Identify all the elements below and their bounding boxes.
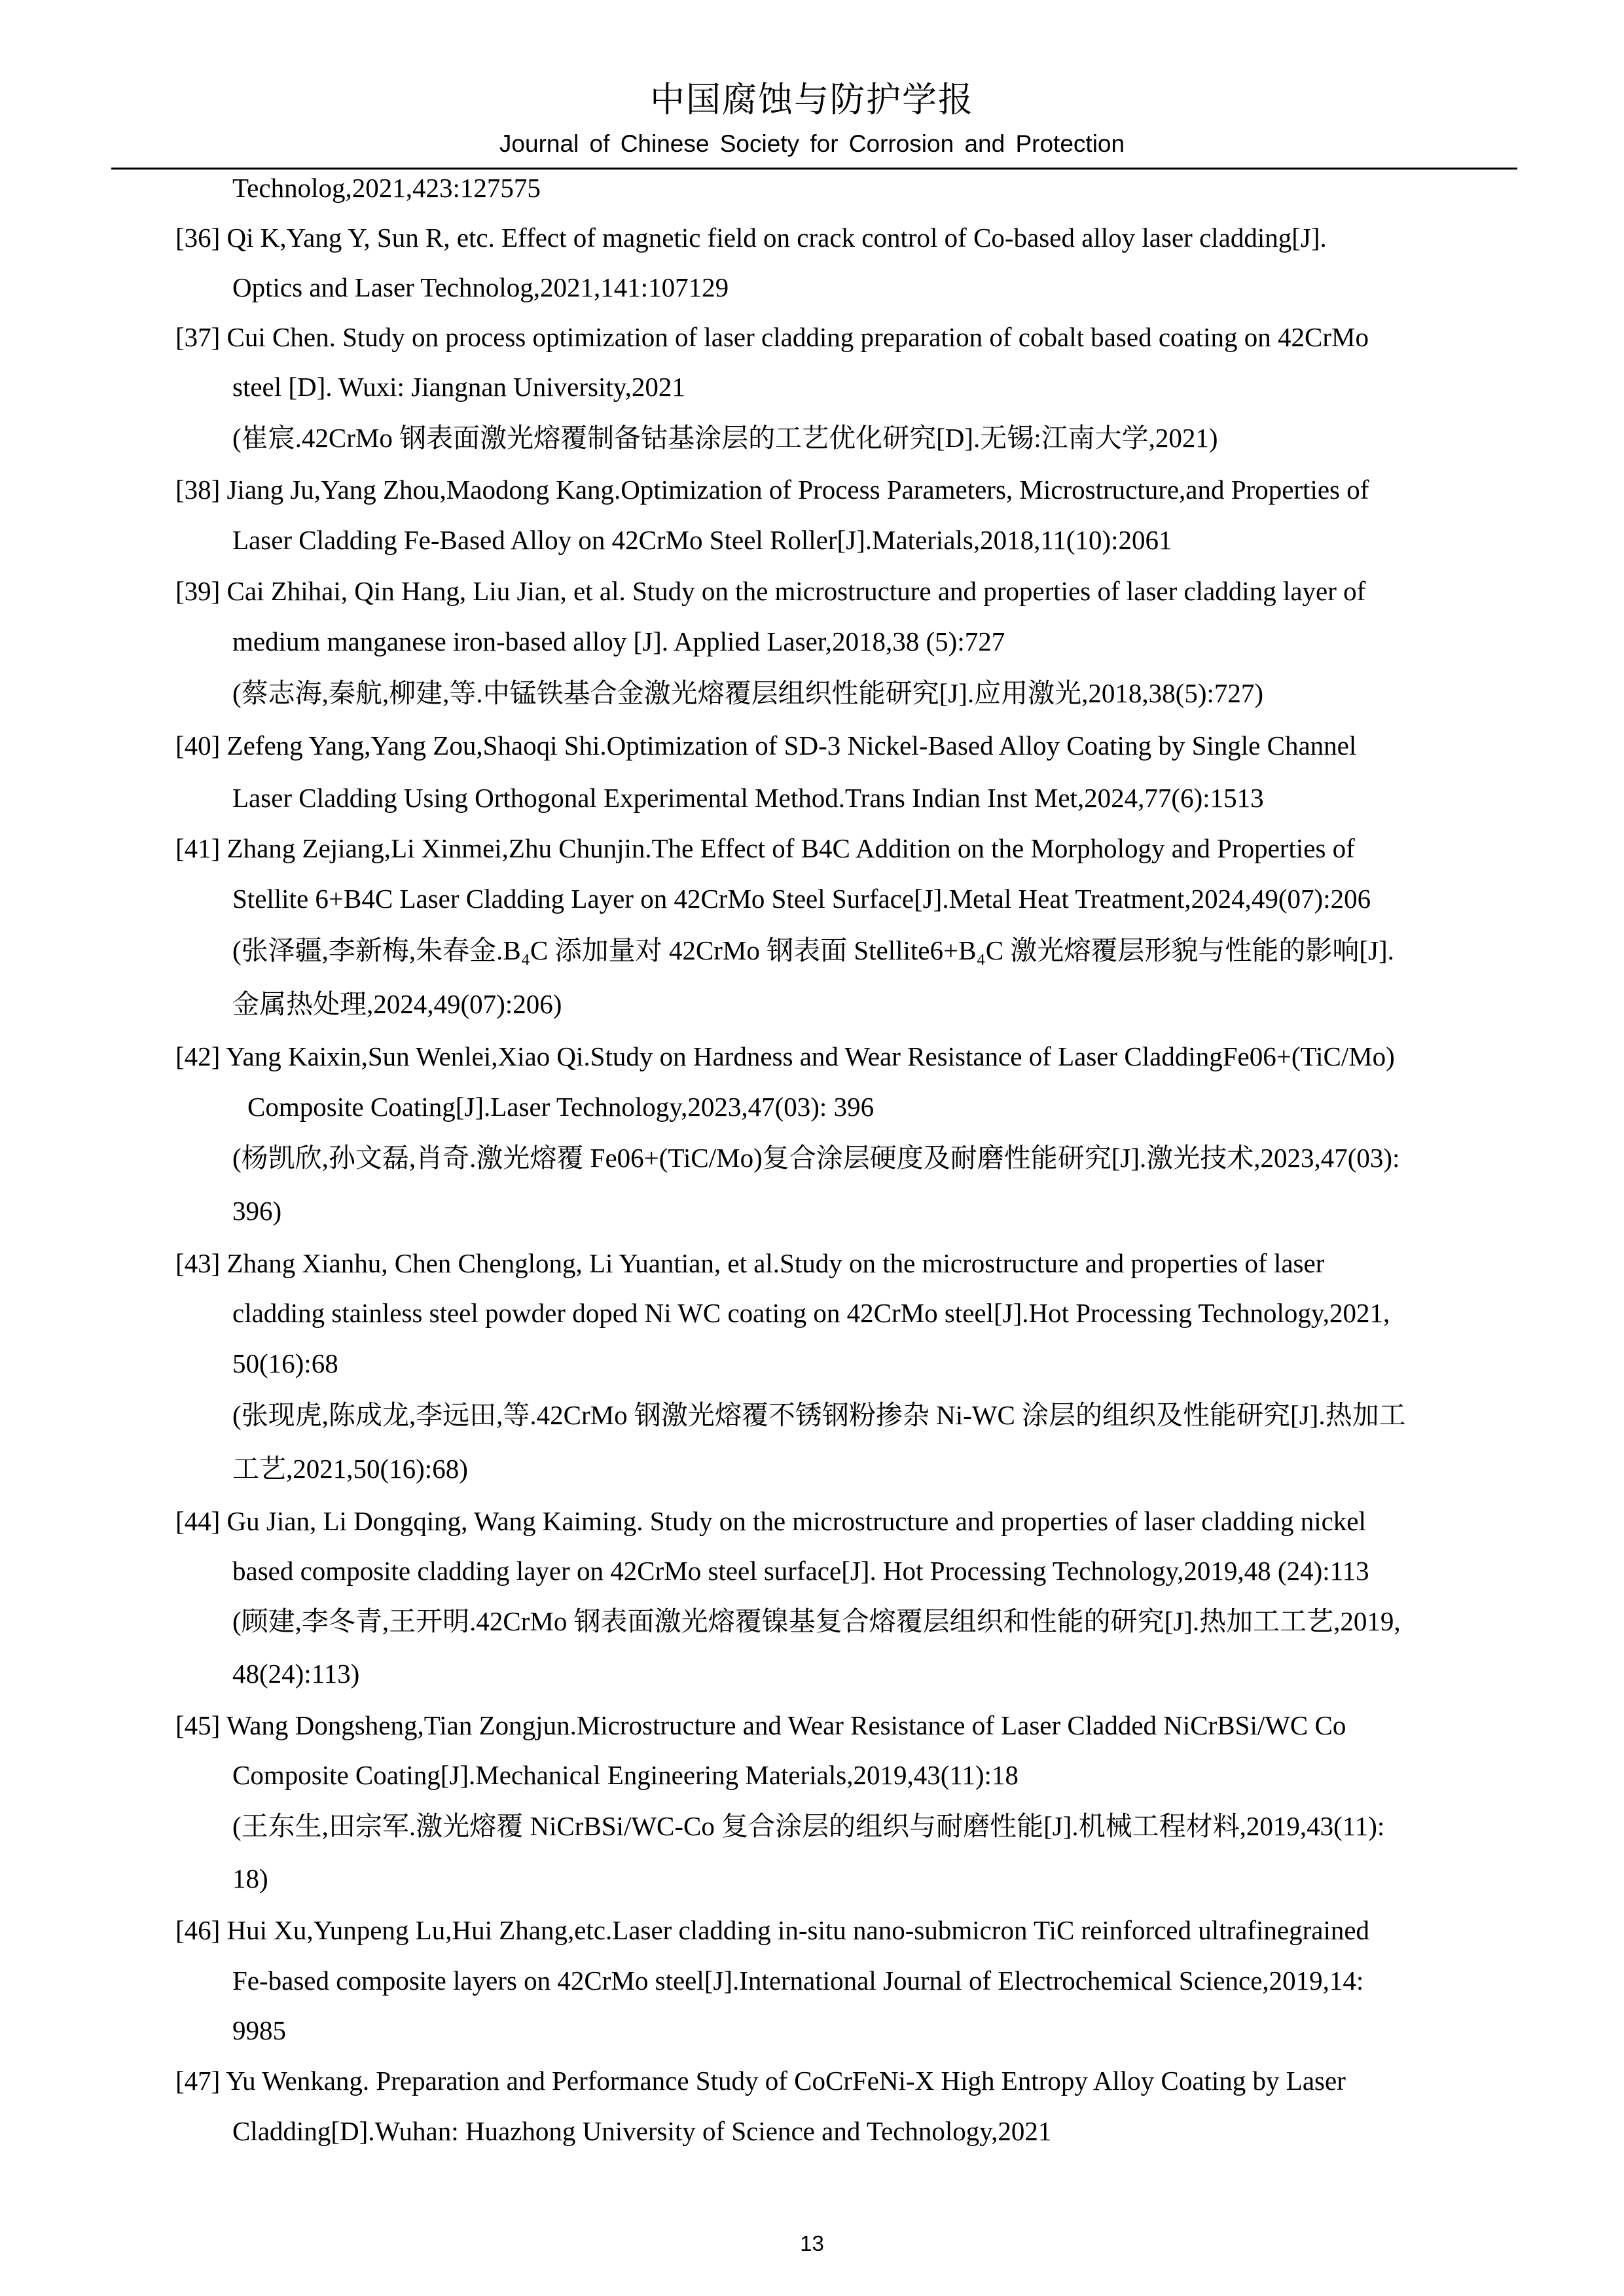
reference-line: (顾建,李冬青,王开明.42CrMo 钢表面激光熔覆镍基复合熔覆层组织和性能的研究[J].热加工工艺,2019, <box>232 1606 1401 1636</box>
reference-line: cladding stainless steel powder doped Ni WC coating on 42CrMo steel[J].Hot Processing Technology,2021, <box>232 1298 1390 1328</box>
journal-title-en: Journal of Chinese Society for Corrosion and Protection <box>499 130 1125 157</box>
reference-line: Cladding[D].Wuhan: Huazhong University of Science and Technology,2021 <box>232 2116 1052 2146</box>
reference-line: 396) <box>232 1196 282 1226</box>
reference-line: 工艺,2021,50(16):68) <box>232 1454 468 1484</box>
reference-line: [43] Zhang Xianhu, Chen Chenglong, Li Yuantian, et al.Study on the microstructure and properties of laser <box>175 1248 1325 1278</box>
reference-line: Composite Coating[J].Laser Technology,2023,47(03): 396 <box>247 1092 875 1122</box>
reference-line: [39] Cai Zhihai, Qin Hang, Liu Jian, et al. Study on the microstructure and properties of laser cladding layer of <box>175 576 1366 606</box>
reference-line: Technolog,2021,423:127575 <box>232 173 541 203</box>
reference-line: [38] Jiang Ju,Yang Zhou,Maodong Kang.Optimization of Process Parameters, Microstructure,and Properties of <box>175 475 1369 505</box>
reference-line: steel [D]. Wuxi: Jiangnan University,2021 <box>232 372 685 402</box>
reference-line: [40] Zefeng Yang,Yang Zou,Shaoqi Shi.Optimization of SD‑3 Nickel‑Based Alloy Coating by Single Channel <box>175 730 1357 761</box>
reference-line: 48(24):113) <box>232 1659 360 1689</box>
reference-line: (崔宸.42CrMo 钢表面激光熔覆制备钴基涂层的工艺优化研究[D].无锡:江南大学,2021) <box>232 423 1218 453</box>
reference-line: (杨凯欣,孙文磊,肖奇.激光熔覆 Fe06+(TiC/Mo)复合涂层硬度及耐磨性能研究[J].激光技术,2023,47(03): <box>232 1143 1400 1173</box>
reference-line: 50(16):68 <box>232 1348 338 1378</box>
reference-line: (王东生,田宗军.激光熔覆 NiCrBSi/WC-Co 复合涂层的组织与耐磨性能[J].机械工程材料,2019,43(11): <box>232 1811 1385 1841</box>
reference-line: (张现虎,陈成龙,李远田,等.42CrMo 钢激光熔覆不锈钢粉掺杂 Ni-WC 涂层的组织及性能研究[J].热加工 <box>232 1400 1406 1430</box>
reference-line: [46] Hui Xu,Yunpeng Lu,Hui Zhang,etc.Laser cladding in-situ nano-submicron TiC reinforced ultrafinegrained <box>175 1915 1370 1945</box>
reference-line: (张泽疆,李新梅,朱春金.B₄C 添加量对 42CrMo 钢表面 Stellite6+B₄C 激光熔覆层形貌与性能的影响[J]. <box>232 935 1394 965</box>
reference-line: Laser Cladding Using Orthogonal Experimental Method.Trans Indian Inst Met,2024,77(6):1513 <box>232 783 1264 813</box>
reference-line: [41] Zhang Zejiang,Li Xinmei,Zhu Chunjin.The Effect of B4C Addition on the Morphology and Properties of <box>175 833 1355 863</box>
reference-line: Fe-based composite layers on 42CrMo steel[J].International Journal of Electrochemical Science,2019,14: <box>232 1965 1364 1996</box>
reference-line: Composite Coating[J].Mechanical Engineering Materials,2019,43(11):18 <box>232 1760 1019 1790</box>
reference-line: 金属热处理,2024,49(07):206) <box>232 989 562 1019</box>
reference-line: Stellite 6+B4C Laser Cladding Layer on 42CrMo Steel Surface[J].Metal Heat Treatment,2024,49(07):206 <box>232 884 1371 914</box>
reference-line: medium manganese iron-based alloy [J]. Applied Laser,2018,38 (5):727 <box>232 626 1005 656</box>
page-number: 13 <box>800 2231 824 2255</box>
reference-line: [44] Gu Jian, Li Dongqing, Wang Kaiming. Study on the microstructure and properties of laser cladding nickel <box>175 1506 1366 1536</box>
reference-line: 18) <box>232 1863 268 1893</box>
reference-line: Laser Cladding Fe-Based Alloy on 42CrMo Steel Roller[J].Materials,2018,11(10):2061 <box>232 525 1172 555</box>
reference-line: based composite cladding layer on 42CrMo steel surface[J]. Hot Processing Technology,2019,48 (24):113 <box>232 1556 1369 1586</box>
reference-line: Optics and Laser Technolog,2021,141:107129 <box>232 272 729 302</box>
reference-line: (蔡志海,秦航,柳建,等.中锰铁基合金激光熔覆层组织性能研究[J].应用激光,2018,38(5):727) <box>232 678 1264 708</box>
reference-line: 9985 <box>232 2015 286 2045</box>
reference-line: [45] Wang Dongsheng,Tian Zongjun.Microstructure and Wear Resistance of Laser Cladded NiCrBSi/WC Co <box>175 1710 1346 1740</box>
reference-line: [47] Yu Wenkang. Preparation and Performance Study of CoCrFeNi-X High Entropy Alloy Coating by Laser <box>175 2066 1346 2096</box>
reference-line: [42] Yang Kaixin,Sun Wenlei,Xiao Qi.Study on Hardness and Wear Resistance of Laser CladdingFe06+(TiC/Mo) <box>175 1041 1395 1071</box>
journal-title-cn: 中国腐蚀与防护学报 <box>650 80 974 120</box>
reference-line: [36] Qi K,Yang Y, Sun R, etc. Effect of magnetic field on crack control of Co-based alloy laser cladding[J]. <box>175 223 1327 253</box>
reference-line: [37] Cui Chen. Study on process optimization of laser cladding preparation of cobalt based coating on 42CrMo <box>175 322 1369 352</box>
